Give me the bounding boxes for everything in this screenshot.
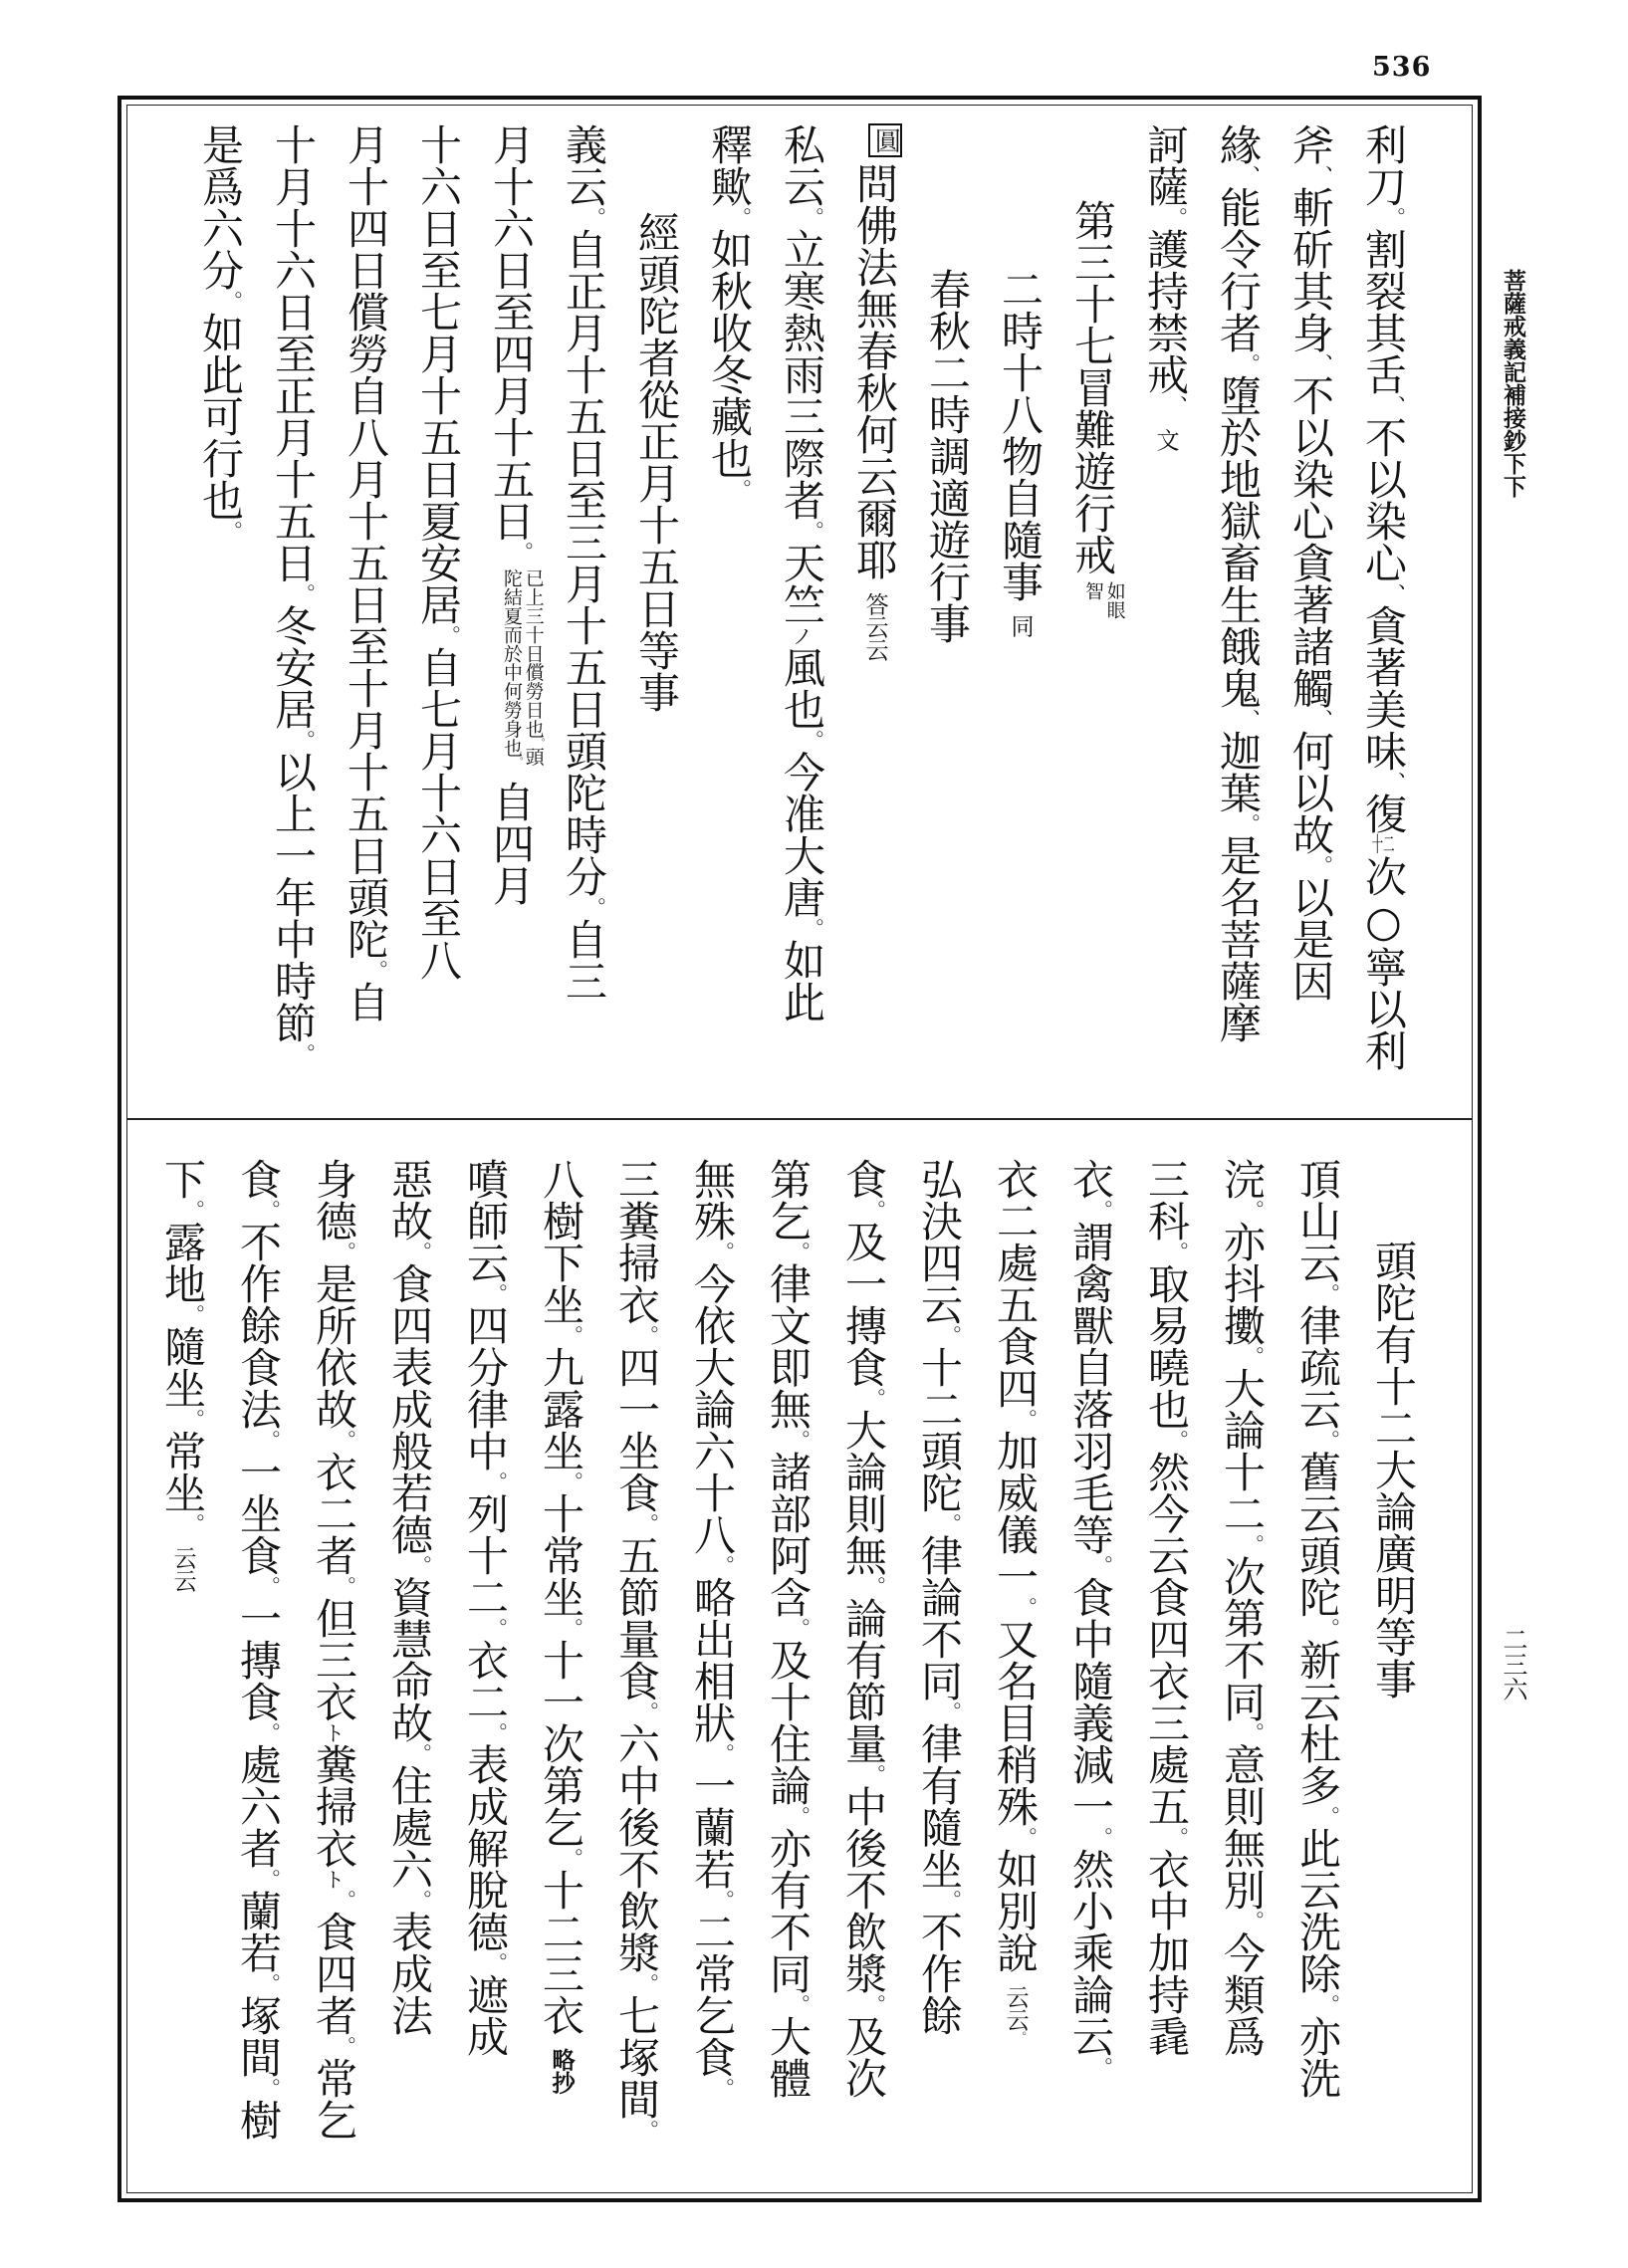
section-number-mark: 十二 (1371, 834, 1395, 855)
column-text: 下。露地。隨坐。常坐。 (158, 1158, 207, 1534)
boxed-mark: 圓 (868, 123, 903, 157)
column-text: 第乞。律文即無。諸部阿含。及十住論。亦有不同。大體 (764, 1158, 813, 2099)
text-column (1204, 1158, 1279, 2185)
text-column (1275, 123, 1347, 1109)
panel-divider (126, 1118, 1473, 1120)
lower-panel (144, 1158, 1431, 2185)
annotation-note: 同 (1007, 613, 1033, 637)
note-line: 已上三十日償勞日也。頭 (522, 567, 545, 767)
text-column (1202, 123, 1275, 1109)
column-text: 噴師云。四分律中。列十二。衣二。表成解脫德。遮成 (461, 1158, 510, 2057)
text-column (766, 123, 838, 1109)
column-text: 問佛法無春秋何云爾耶 (850, 162, 899, 581)
column-text: 是爲六分。如此可行也。 (196, 123, 245, 542)
text-column (475, 123, 548, 1109)
column-text: 頂山云。律疏云。舊云頭陀。新云杜多。此云洗除。亦洗 (1293, 1158, 1342, 2099)
column-text: 惡故。食四表成般若德。資慧命故。住處六。表成法 (385, 1158, 434, 2036)
text-column (144, 1158, 220, 2185)
section-heading (911, 123, 984, 1109)
interlinear-note (1081, 581, 1124, 619)
annotation-note: 文 (1152, 427, 1178, 451)
column-text: 義云。自正月十五日至三月十五日頭陀時分。自三 (560, 123, 608, 1002)
text-column (977, 1158, 1052, 2185)
heading-text: 第三十七冒難遊行戒 (1068, 199, 1117, 575)
upper-panel (184, 123, 1420, 1109)
text-column (825, 1158, 901, 2185)
annotation-note: 略抄 (548, 2047, 575, 2094)
text-column (1279, 1158, 1355, 2185)
text-column (257, 123, 330, 1109)
column-text: 訶薩。護持禁戒、 (1141, 123, 1190, 416)
column-text: 緣、能令行者。墮於地獄畜生餓鬼、迦葉。是名菩薩摩 (1214, 123, 1263, 1043)
text-column (330, 123, 402, 1109)
column-text: 衣。謂禽獸自落羽毛等。食中隨義減一。然小乘論云。 (1066, 1158, 1115, 2078)
column-text: 私云。立寒熱雨三際者。天竺ノ風也。今准大唐。如此 (778, 123, 826, 1022)
heading-text: 春秋二時調適遊行事 (923, 268, 972, 644)
column-text: 次○寧以利 (1359, 855, 1408, 1071)
column-text: 身德。是所依故。衣二者。但三衣ト糞掃衣ト。食四者。常乞 (310, 1158, 358, 2141)
column-text: 斧、斬斫其身、不以染心貪著諸觸、何以故。以是因 (1286, 123, 1335, 1002)
text-column (674, 1158, 750, 2185)
folio-number: 二三六 (1500, 1627, 1528, 1701)
text-column (402, 123, 475, 1109)
annotation-note: 云云。 (1002, 1984, 1029, 2043)
column-text: 三糞掃衣。四一坐食。五節量食。六中後不飲漿。七塚間。 (612, 1158, 661, 2141)
column-text: 自四月 (487, 781, 536, 907)
text-column (901, 1158, 977, 2185)
column-text: 衣二處五食四。加威儀一。又名目稍殊。如別說 (991, 1158, 1040, 1973)
column-text: 月十六日至四月十五日。 (487, 123, 536, 563)
running-title: 菩薩戒義記補接鈔下下 (1500, 269, 1526, 498)
text-column (371, 1158, 447, 2185)
annotation-note: 答云云 (861, 591, 887, 662)
text-column (1128, 1158, 1204, 2185)
column-text: 食。不作餘食法。一坐食。一摶食。處六者。蘭若。塚間。樹 (234, 1158, 283, 2141)
note-line: 智 (1082, 580, 1104, 600)
column-text: 十月十六日至正月十五日。冬安居。以上一年中時節。 (269, 123, 318, 1064)
section-heading (620, 123, 693, 1109)
column-text: 浣。亦抖擻。大論十二。次第不同。意則無別。今類爲 (1218, 1158, 1267, 2057)
text-column (548, 123, 620, 1109)
note-line: 如眼 (1103, 580, 1126, 619)
text-column (838, 123, 911, 1109)
column-text: 八樹下坐。九露坐。十常坐。十一次第乞。十二三衣 (537, 1158, 585, 2036)
section-heading (1056, 123, 1129, 1109)
column-text: 三科。取易曉也。然今云食四衣三處五。衣中加持毳 (1142, 1158, 1191, 2057)
section-heading (984, 123, 1056, 1109)
section-heading (1355, 1158, 1431, 2185)
text-column (447, 1158, 523, 2185)
text-column (693, 123, 766, 1109)
text-column (750, 1158, 825, 2185)
heading-text: 二時十八物自隨事 (996, 268, 1045, 602)
column-text: 食。及一摶食。大論則無。論有節量。中後不飲漿。及次 (839, 1158, 888, 2099)
text-column (1129, 123, 1202, 1109)
column-text: 釋歟。如秋收冬藏也。 (705, 123, 754, 500)
column-text: 無殊。今依大論六十八。略出相狀。一蘭若。二常乞食。 (688, 1158, 737, 2099)
text-column (184, 123, 257, 1109)
text-column (1052, 1158, 1128, 2185)
text-column (296, 1158, 371, 2185)
column-text: 十六日至七月十五日夏安居。自七月十六日至八 (414, 123, 463, 981)
heading-text: 經頭陀者從正月十五日等事 (632, 211, 681, 713)
note-line: 陀結夏而於中何勞身也。 (501, 567, 524, 767)
interlinear-note (500, 568, 543, 767)
column-text: 弘決四云。十二頭陀。律論不同。律有隨坐。不作餘 (915, 1158, 964, 2036)
annotation-note: 云云 (169, 1545, 195, 1592)
heading-text: 頭陀有十二大論廣明等事 (1369, 1240, 1418, 1700)
text-column (598, 1158, 674, 2185)
column-text: 利刀。割裂其舌、不以染心、貪著美味、復 (1359, 123, 1408, 834)
column-text: 月十四日償勞自八月十五日至十月十五日頭陀。自 (342, 123, 390, 1022)
page-number: 536 (1372, 52, 1432, 83)
text-column (1347, 123, 1420, 1109)
text-column (220, 1158, 296, 2185)
text-column (523, 1158, 598, 2185)
